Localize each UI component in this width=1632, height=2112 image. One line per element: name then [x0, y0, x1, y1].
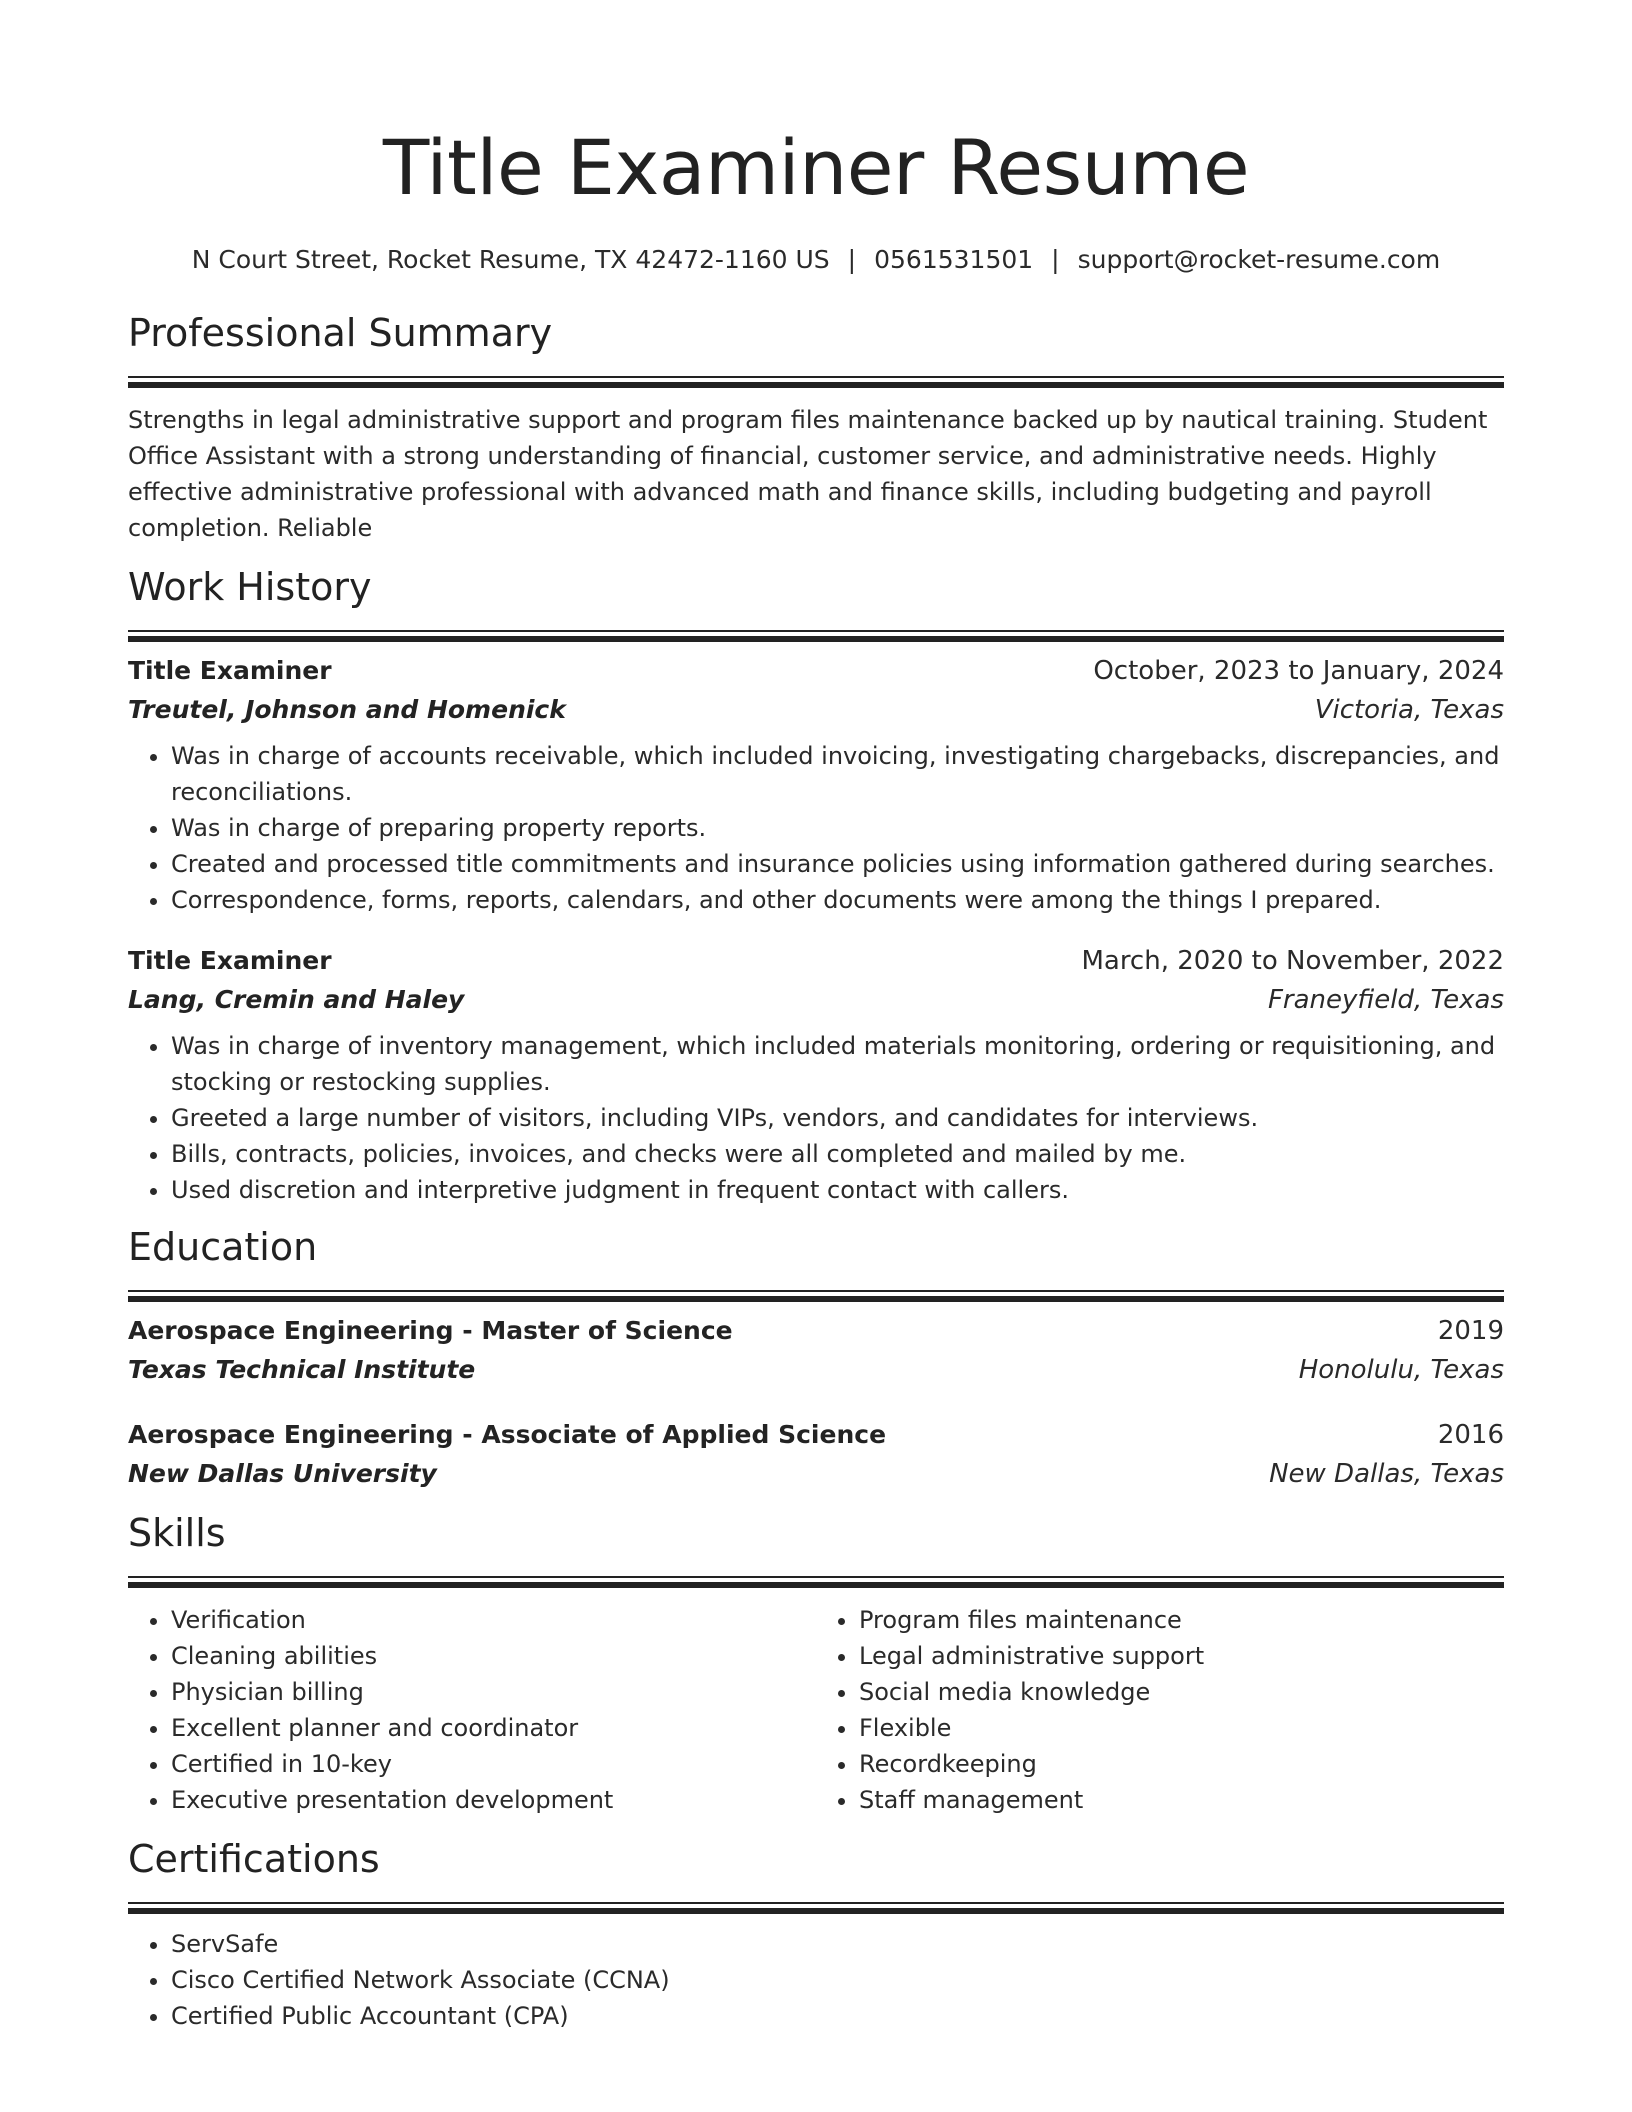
list-item: • Greeted a large number of visitors, including VIPs, vendors, and candidates for interviews. — [171, 1100, 1504, 1136]
section-divider — [128, 630, 1504, 642]
job-header-row — [128, 942, 1504, 980]
list-item: • Cisco Certified Network Associate (CCNA) — [171, 1962, 1504, 1998]
skills-list-left — [128, 1602, 816, 1818]
contact-address: N Court Street, Rocket Resume, TX 42472-1160 US — [191, 245, 830, 274]
education-school-row — [128, 1350, 1504, 1390]
job-company: Treutel, Johnson and Homenick — [128, 695, 566, 724]
list-item: • Executive presentation development — [171, 1782, 816, 1818]
list-item: • Correspondence, forms, reports, calendars, and other documents were among the things I prepared. — [171, 882, 1504, 918]
education-entry — [128, 1416, 1504, 1494]
list-item: • Excellent planner and coordinator — [171, 1710, 816, 1746]
job-entry — [128, 942, 1504, 1208]
list-item: • Used discretion and interpretive judgment in frequent contact with callers. — [171, 1172, 1504, 1208]
list-item: • Was in charge of inventory management, which included materials monitoring, ordering or requisitioning, and stocking or restocking supplies. — [171, 1028, 1504, 1100]
list-item: • Flexible — [859, 1710, 1504, 1746]
school-name: New Dallas University — [128, 1459, 437, 1488]
degree-title: Aerospace Engineering - Associate of Applied Science — [128, 1420, 887, 1449]
list-item: • Bills, contracts, policies, invoices, and checks were all completed and mailed by me. — [171, 1136, 1504, 1172]
job-company-row — [128, 980, 1504, 1020]
resume-title: Title Examiner Resume — [382, 123, 1250, 212]
list-item: • Program files maintenance — [859, 1602, 1504, 1638]
work-section — [128, 564, 1504, 1208]
section-divider — [128, 1290, 1504, 1302]
section-divider — [128, 1576, 1504, 1588]
list-item: • Social media knowledge — [859, 1674, 1504, 1710]
job-header-row — [128, 652, 1504, 690]
contact-separator: | — [847, 245, 857, 274]
education-school-row — [128, 1454, 1504, 1494]
section-divider — [128, 1902, 1504, 1914]
summary-section — [128, 310, 1504, 546]
list-item: • Cleaning abilities — [171, 1638, 816, 1674]
graduation-year: 2016 — [1437, 1420, 1504, 1450]
job-title: Title Examiner — [128, 656, 332, 685]
education-header-row — [128, 1312, 1504, 1350]
degree-title: Aerospace Engineering - Master of Science — [128, 1316, 733, 1345]
section-heading-summary: Professional Summary — [128, 311, 553, 355]
job-dates: October, 2023 to January, 2024 — [1093, 656, 1504, 686]
list-item: • ServSafe — [171, 1926, 1504, 1962]
job-title: Title Examiner — [128, 946, 332, 975]
list-item: • Recordkeeping — [859, 1746, 1504, 1782]
section-heading-work: Work History — [128, 565, 372, 609]
contact-separator: | — [1051, 245, 1060, 274]
section-divider — [128, 376, 1504, 388]
education-header-row — [128, 1416, 1504, 1454]
list-item: • Verification — [171, 1602, 816, 1638]
contact-line — [128, 244, 1504, 276]
contact-phone: 0561531501 — [874, 245, 1034, 274]
job-entry — [128, 652, 1504, 918]
education-entry — [128, 1312, 1504, 1390]
job-company-row — [128, 690, 1504, 730]
education-section — [128, 1224, 1504, 1494]
school-location: Honolulu, Texas — [1298, 1355, 1504, 1385]
skills-section — [128, 1510, 1504, 1818]
list-item: • Certified Public Accountant (CPA) — [171, 1998, 1504, 2034]
contact-email[interactable]: support@rocket-resume.com — [1077, 245, 1441, 274]
job-duties-list — [128, 738, 1504, 918]
list-item: • Was in charge of accounts receivable, which included invoicing, investigating chargebacks, discrepancies, and reconciliations. — [171, 738, 1504, 810]
school-name: Texas Technical Institute — [128, 1355, 476, 1384]
skills-grid — [128, 1602, 1504, 1818]
certifications-section — [128, 1836, 1504, 2034]
list-item: • Certified in 10-key — [171, 1746, 816, 1782]
list-item: • Legal administrative support — [859, 1638, 1504, 1674]
job-location: Victoria, Texas — [1314, 695, 1504, 725]
summary-text: Strengths in legal administrative support and program files maintenance backed up by nautical training. Student Office Assistant with a strong understanding of financial, customer service, and administrative needs. Highly effective administrative professional with advanced math and finance skills, including budgeting and payroll completion. Reliable — [128, 406, 1488, 542]
list-item: • Physician billing — [171, 1674, 816, 1710]
section-heading-certifications: Certifications — [128, 1837, 380, 1881]
job-duties-list — [128, 1028, 1504, 1208]
section-heading-skills: Skills — [128, 1511, 226, 1555]
skills-list-right — [816, 1602, 1504, 1818]
job-company: Lang, Cremin and Haley — [128, 985, 465, 1014]
job-dates: March, 2020 to November, 2022 — [1081, 946, 1504, 976]
list-item: • Was in charge of preparing property reports. — [171, 810, 1504, 846]
certifications-list — [128, 1926, 1504, 2034]
graduation-year: 2019 — [1437, 1316, 1504, 1346]
list-item: • Created and processed title commitments and insurance policies using information gathered during searches. — [171, 846, 1504, 882]
school-location: New Dallas, Texas — [1269, 1459, 1504, 1489]
section-heading-education: Education — [128, 1225, 318, 1269]
list-item: • Staff management — [859, 1782, 1504, 1818]
job-location: Franeyfield, Texas — [1267, 985, 1504, 1015]
